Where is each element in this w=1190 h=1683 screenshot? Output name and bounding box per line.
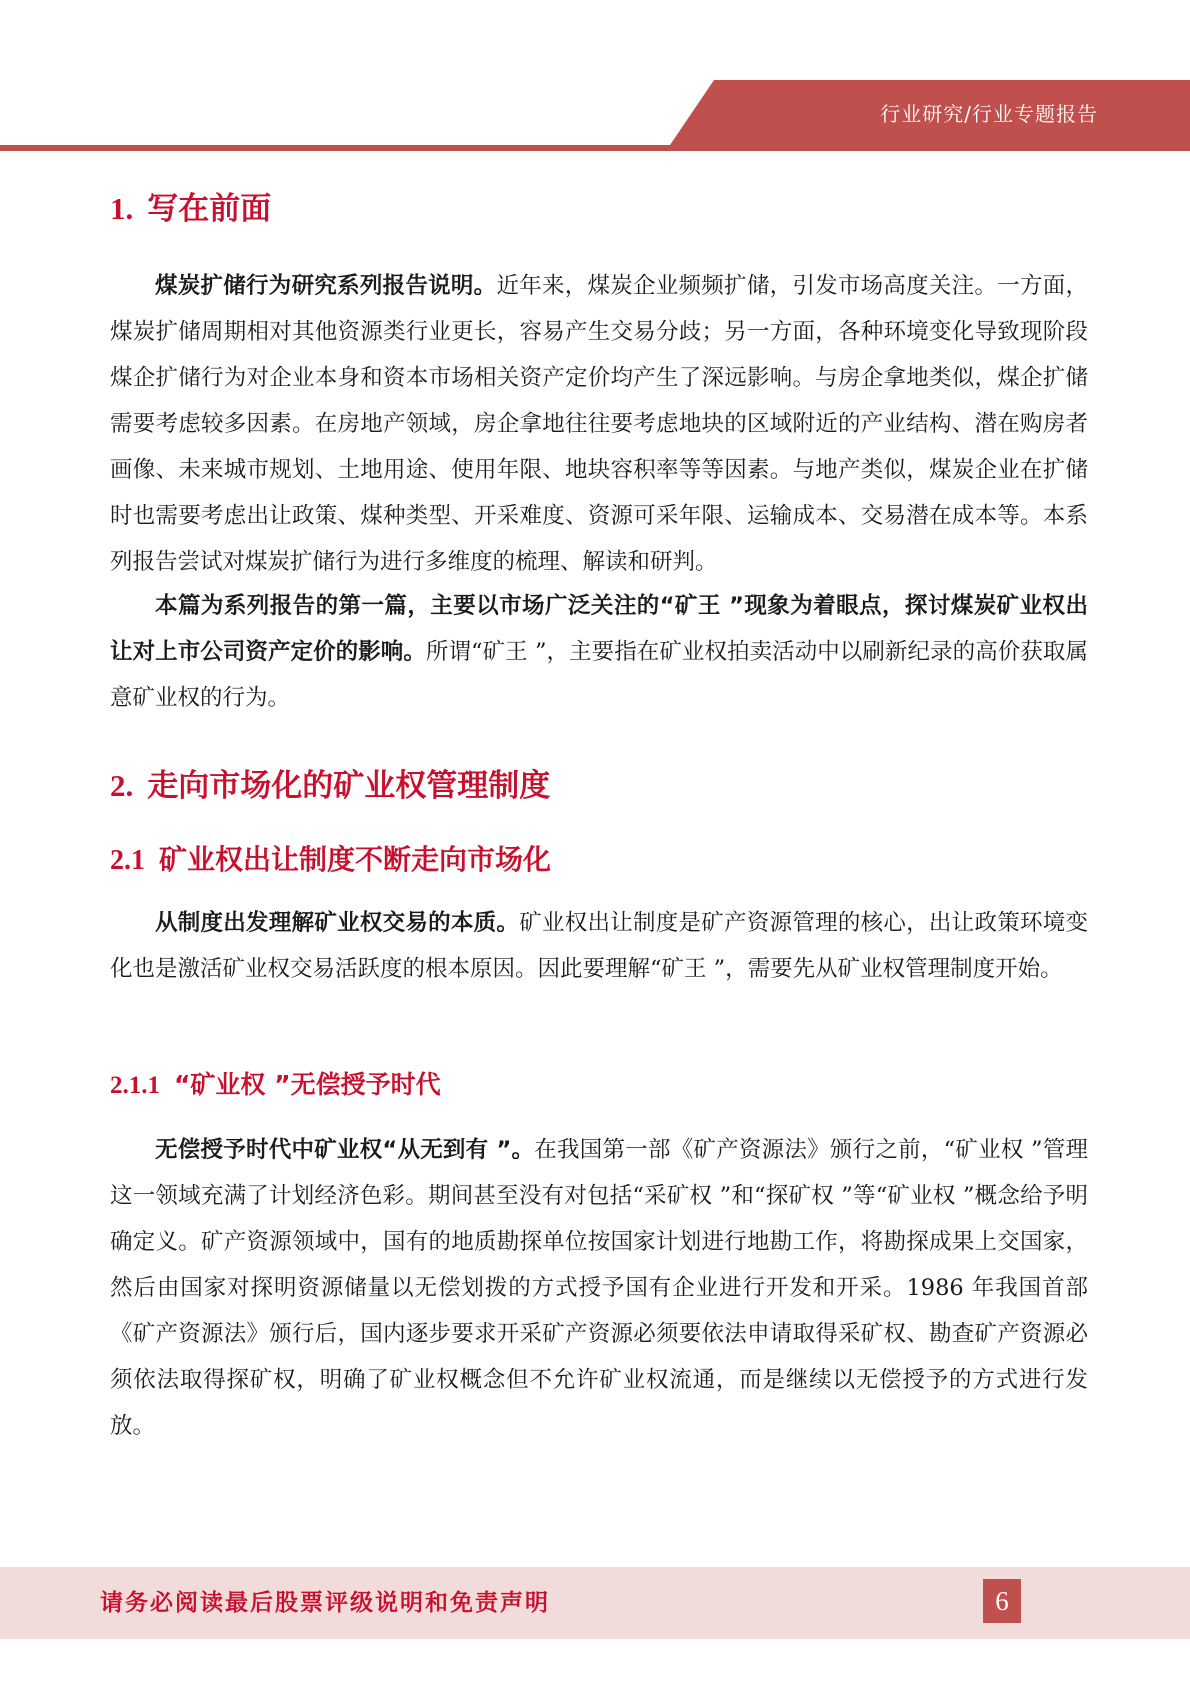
body-text: 矿业权出让制度是矿产资源管理的核心，出让政策环境变化也是激活矿业权交易活跃度的根本原因。因此要理解“矿王 ”，需要先从矿业权管理制度开始。 [110, 910, 1088, 982]
body-text: 在我国第一部《矿产资源法》颁行之前，“矿业权 ”管理这一领域充满了计划经济色彩。期间甚至没有对包括“采矿权 ”和“探矿权 ”等“矿业权 ”概念给予明确定义。矿产资源领域中，国有的地质勘探单位按国家计划进行地勘工作，将勘探成果上交国家，然后由国家对探明资源储量以无偿划拨的方式授予国有企业进行开发和开采。1986 年我国首部《矿产资源法》颁行后，国内逐步要求开采矿产资源必须要依法申请取得采矿权、勘查矿产资源必须依法取得探矿权，明确了矿业权概念但不允许矿业权流通，而是继续以无偿授予的方式进行发放。 [110, 1137, 1088, 1439]
section-title: 写在前面 [147, 191, 272, 227]
lead-sentence: 从制度出发理解矿业权交易的本质。 [155, 910, 520, 936]
page-number: 6 [983, 1579, 1021, 1623]
lead-sentence: 本篇为系列报告的第一篇，主要以市场广泛关注的“矿王 ”现象为着眼点，探讨煤炭矿业权出让对上市公司资产定价的影响。 [110, 593, 1088, 665]
body-text: 近年来，煤炭企业频频扩储，引发市场高度关注。一方面，煤炭扩储周期相对其他资源类行业更长，容易产生交易分歧；另一方面，各种环境变化导致现阶段煤企扩储行为对企业本身和资本市场相关资产定价均产生了深远影响。与房企拿地类似，煤企扩储需要考虑较多因素。在房地产领域，房企拿地往往要考虑地块的区域附近的产业结构、潜在购房者画像、未来城市规划、土地用途、使用年限、地块容积率等等因素。与地产类似，煤炭企业在扩储时也需要考虑出让政策、煤种类型、开采难度、资源可采年限、运输成本、交易潜在成本等。本系列报告尝试对煤炭扩储行为进行多维度的梳理、解读和研判。 [110, 273, 1088, 575]
section-title: “矿业权 ”无偿授予时代 [174, 1070, 441, 1099]
lead-sentence: 无偿授予时代中矿业权“从无到有 ”。 [155, 1137, 535, 1163]
paragraph [110, 263, 1088, 585]
subsection-heading-2-1-1 [110, 1065, 441, 1101]
section-title: 矿业权出让制度不断走向市场化 [159, 843, 552, 876]
paragraph [110, 1127, 1088, 1449]
section-number: 1. [110, 191, 134, 226]
section-title: 走向市场化的矿业权管理制度 [147, 768, 551, 804]
paragraph [110, 900, 1088, 992]
paragraph [110, 583, 1088, 721]
report-category: 行业研究/行业专题报告 [880, 102, 1098, 126]
body-text: 所谓“矿王 ”，主要指在矿业权拍卖活动中以刷新纪录的高价获取属意矿业权的行为。 [110, 639, 1088, 711]
section-number: 2. [110, 768, 134, 803]
section-heading-2 [110, 760, 550, 805]
lead-sentence: 煤炭扩储行为研究系列报告说明。 [155, 273, 497, 299]
subsection-heading-2-1 [110, 838, 551, 878]
section-number: 2.1.1 [110, 1072, 160, 1099]
section-heading-1 [110, 183, 271, 228]
footer-disclaimer: 请务必阅读最后股票评级说明和免责声明 [100, 1589, 550, 1616]
section-number: 2.1 [110, 845, 145, 876]
